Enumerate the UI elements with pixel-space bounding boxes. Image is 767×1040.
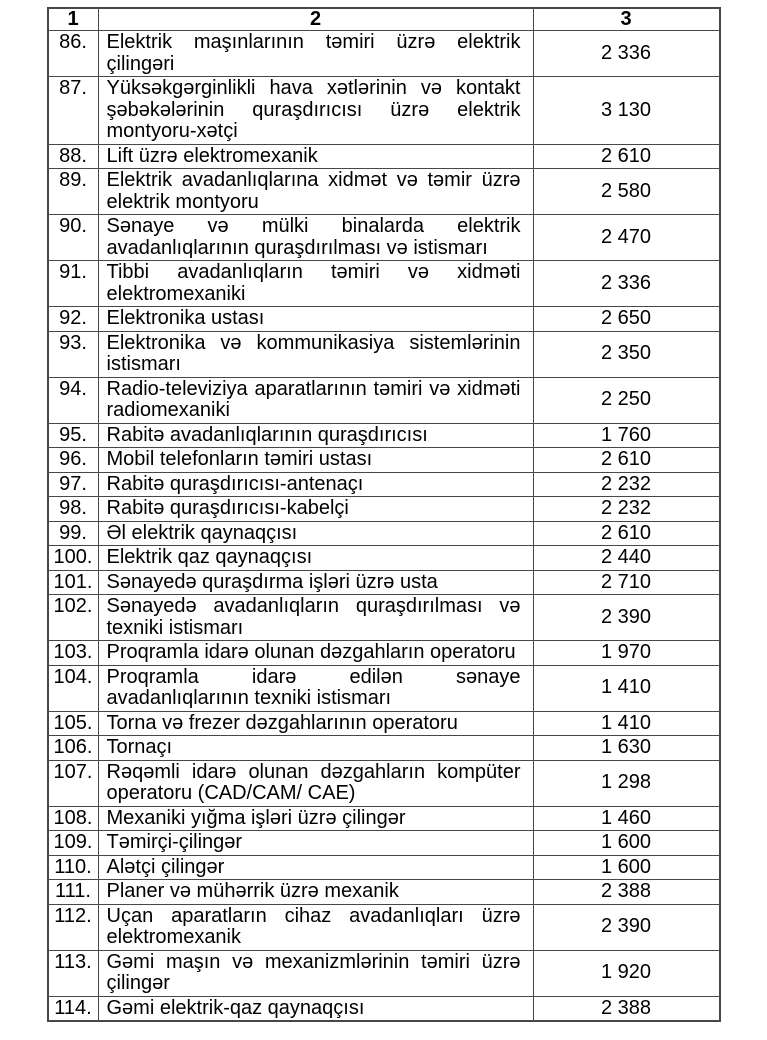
tariff-value-cell: 2 390 [534, 905, 719, 951]
profession-name-cell: Elektronika ustası [99, 307, 534, 332]
profession-name-cell: Elektronika və kommunikasiya sistemlərinin istismarı [99, 332, 534, 378]
row-number-cell: 94. [49, 378, 99, 424]
profession-name-cell: Elektrik qaz qaynaqçısı [99, 546, 534, 571]
profession-name-cell: Elektrik avadanlıqlarına xidmət və təmir üzrə elektrik montyoru [99, 169, 534, 215]
profession-name-cell: Sənaye və mülki binalarda elektrik avadanlıqlarının quraşdırılması və istismarı [99, 215, 534, 261]
row-number-cell: 86. [49, 31, 99, 77]
row-number-cell: 90. [49, 215, 99, 261]
profession-name-cell: Tornaçı [99, 736, 534, 761]
tariff-value-cell: 2 350 [534, 332, 719, 378]
row-number-cell: 99. [49, 522, 99, 547]
table-row [49, 448, 719, 473]
table-row [49, 761, 719, 807]
row-number-cell: 102. [49, 595, 99, 641]
profession-name-cell: Rabitə quraşdırıcısı-kabelçi [99, 497, 534, 522]
profession-name-cell: Rabitə quraşdırıcısı-antenaçı [99, 473, 534, 498]
row-number-cell: 93. [49, 332, 99, 378]
row-number-cell: 108. [49, 807, 99, 832]
row-number-cell: 110. [49, 856, 99, 881]
table-row [49, 215, 719, 261]
profession-name-cell: Rəqəmli idarə olunan dəzgahların kompüter operatoru (CAD/CAM/ CAE) [99, 761, 534, 807]
row-number-cell: 100. [49, 546, 99, 571]
row-number-cell: 89. [49, 169, 99, 215]
table-row [49, 905, 719, 951]
row-number-cell: 97. [49, 473, 99, 498]
profession-name-cell: Gəmi maşın və mexanizmlərinin təmiri üzrə çilingər [99, 951, 534, 997]
tariff-value-cell: 1 410 [534, 666, 719, 712]
row-number-cell: 112. [49, 905, 99, 951]
tariff-value-cell: 2 580 [534, 169, 719, 215]
row-number-cell: 111. [49, 880, 99, 905]
profession-name-cell: Mobil telefonların təmiri ustası [99, 448, 534, 473]
table-row [49, 831, 719, 856]
table-row [49, 951, 719, 997]
table-row [49, 169, 719, 215]
tariff-value-cell: 1 298 [534, 761, 719, 807]
tariff-value-cell: 1 920 [534, 951, 719, 997]
row-number-cell: 91. [49, 261, 99, 307]
table-row [49, 712, 719, 737]
table-row [49, 997, 719, 1021]
tariff-value-cell: 1 600 [534, 831, 719, 856]
profession-name-cell: Proqramla idarə olunan dəzgahların operatoru [99, 641, 534, 666]
profession-name-cell: Təmirçi-çilingər [99, 831, 534, 856]
header-cell-col3: 3 [534, 9, 719, 31]
tariff-value-cell: 2 388 [534, 880, 719, 905]
tariff-value-cell: 2 440 [534, 546, 719, 571]
row-number-cell: 101. [49, 571, 99, 596]
profession-name-cell: Elektrik maşınlarının təmiri üzrə elektrik çilingəri [99, 31, 534, 77]
tariff-value-cell: 2 610 [534, 145, 719, 170]
profession-name-cell: Planer və mühərrik üzrə mexanik [99, 880, 534, 905]
row-number-cell: 114. [49, 997, 99, 1021]
table-header [49, 9, 719, 31]
row-number-cell: 88. [49, 145, 99, 170]
tariff-value-cell: 1 410 [534, 712, 719, 737]
table-row [49, 261, 719, 307]
row-number-cell: 87. [49, 77, 99, 145]
table-row [49, 880, 719, 905]
tariff-value-cell: 2 710 [534, 571, 719, 596]
row-number-cell: 107. [49, 761, 99, 807]
tariff-value-cell: 2 232 [534, 473, 719, 498]
tariff-value-cell: 2 610 [534, 522, 719, 547]
table-row [49, 332, 719, 378]
table-row [49, 546, 719, 571]
table-row [49, 145, 719, 170]
table-row [49, 378, 719, 424]
tariff-value-cell: 2 650 [534, 307, 719, 332]
profession-name-cell: Torna və frezer dəzgahlarının operatoru [99, 712, 534, 737]
row-number-cell: 95. [49, 424, 99, 449]
table-row [49, 595, 719, 641]
table-row [49, 856, 719, 881]
tariff-value-cell: 2 232 [534, 497, 719, 522]
table-row [49, 424, 719, 449]
row-number-cell: 103. [49, 641, 99, 666]
profession-name-cell: Lift üzrə elektromexanik [99, 145, 534, 170]
row-number-cell: 105. [49, 712, 99, 737]
table-body [49, 31, 719, 1020]
tariff-value-cell: 1 970 [534, 641, 719, 666]
profession-name-cell: Mexaniki yığma işləri üzrə çilingər [99, 807, 534, 832]
row-number-cell: 106. [49, 736, 99, 761]
table-row [49, 807, 719, 832]
tariff-value-cell: 2 336 [534, 31, 719, 77]
tariff-table [47, 7, 721, 1022]
row-number-cell: 113. [49, 951, 99, 997]
row-number-cell: 104. [49, 666, 99, 712]
table-row [49, 641, 719, 666]
row-number-cell: 96. [49, 448, 99, 473]
header-cell-col1: 1 [49, 9, 99, 31]
profession-name-cell: Rabitə avadanlıqlarının quraşdırıcısı [99, 424, 534, 449]
row-number-cell: 109. [49, 831, 99, 856]
row-number-cell: 98. [49, 497, 99, 522]
tariff-value-cell: 2 388 [600, 996, 652, 1019]
header-cell-col2: 2 [99, 9, 534, 31]
profession-name-cell: Alətçi çilingər [99, 856, 534, 881]
table-row [49, 307, 719, 332]
profession-name-cell: Sənayedə quraşdırma işləri üzrə usta [99, 571, 534, 596]
table-row [49, 736, 719, 761]
profession-name-cell: Uçan aparatların cihaz avadanlıqları üzrə elektromexanik [99, 905, 534, 951]
table-row [49, 497, 719, 522]
table-row [49, 666, 719, 712]
profession-name-cell: Əl elektrik qaynaqçısı [99, 522, 534, 547]
profession-name-cell: Yüksəkgərginlikli hava xətlərinin və kontakt şəbəkələrinin quraşdırıcısı üzrə elektrik montyoru-xətçi [99, 77, 534, 145]
tariff-value-cell: 2 250 [534, 378, 719, 424]
profession-name-cell: Gəmi elektrik-qaz qaynaqçısı [99, 997, 534, 1021]
table-row [49, 522, 719, 547]
table-row [49, 77, 719, 145]
profession-name-cell: Proqramla idarə edilən sənaye avadanlıqlarının texniki istismarı [99, 666, 534, 712]
tariff-value-cell: 1 600 [534, 856, 719, 881]
tariff-value-cell: 2 336 [534, 261, 719, 307]
profession-name-cell: Tibbi avadanlıqların təmiri və xidməti elektromexaniki [99, 261, 534, 307]
tariff-value-cell: 2 390 [534, 595, 719, 641]
tariff-value-cell: 2 610 [534, 448, 719, 473]
table-row [49, 473, 719, 498]
tariff-value-cell: 1 630 [534, 736, 719, 761]
tariff-value-cell: 2 470 [534, 215, 719, 261]
row-number-cell: 92. [49, 307, 99, 332]
table-header-row [49, 9, 719, 31]
tariff-value-cell: 3 130 [534, 77, 719, 145]
profession-name-cell: Radio-televiziya aparatlarının təmiri və xidməti radiomexaniki [99, 378, 534, 424]
profession-name-cell: Sənayedə avadanlıqların quraşdırılması və texniki istismarı [99, 595, 534, 641]
table-row [49, 571, 719, 596]
table-row [49, 31, 719, 77]
tariff-value-cell: 1 460 [534, 807, 719, 832]
tariff-value-cell: 1 760 [534, 424, 719, 449]
